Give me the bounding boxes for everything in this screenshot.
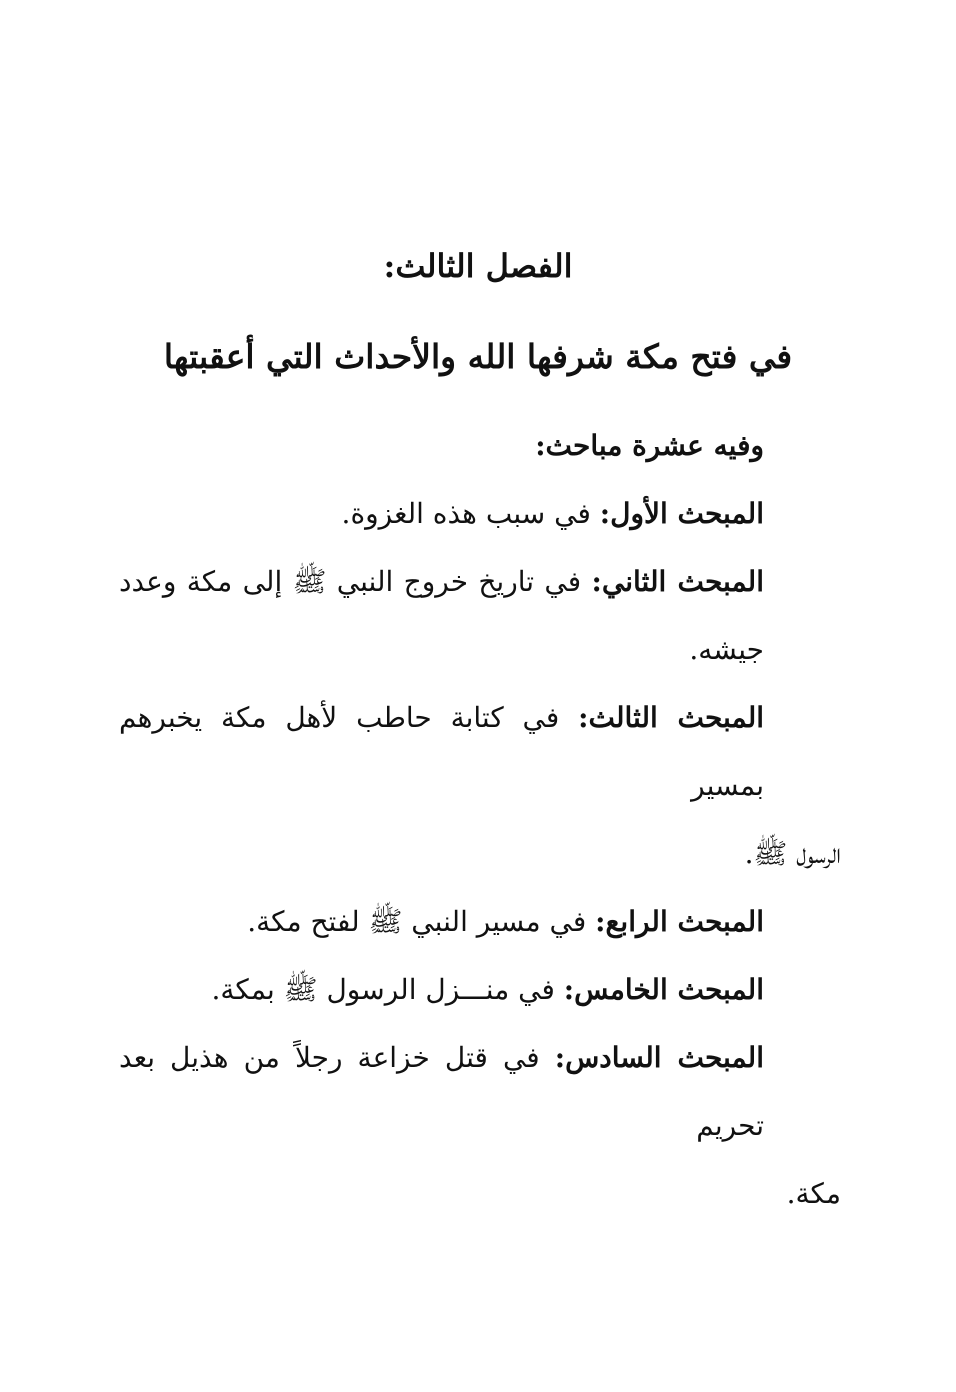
section-label: المبحث الخامس: bbox=[563, 973, 764, 1006]
section-item-1 bbox=[119, 480, 764, 548]
section-text: في تاريخ خروج النبي ﷺ إلى مكة وعدد جيشه. bbox=[119, 565, 764, 666]
chapter-title: الفصل الثالث: bbox=[383, 247, 573, 285]
section-text: في قتل خزاعة رجلاً من هذيل بعد تحريم bbox=[119, 1041, 764, 1142]
section-item-6-continuation bbox=[119, 1160, 841, 1228]
sections-list bbox=[119, 412, 841, 1228]
section-text-continuation: مكة. bbox=[786, 1177, 841, 1210]
section-text: في كتابة حاطب لأهل مكة يخبرهم بمسير bbox=[119, 701, 764, 802]
section-item-3-continuation bbox=[119, 820, 841, 888]
section-text: في سبب هذه الغزوة. bbox=[341, 497, 591, 530]
chapter-subtitle: في فتح مكة شرفها الله والأحداث التي أعقبتها bbox=[163, 337, 793, 376]
section-label: المبحث الرابع: bbox=[595, 905, 764, 938]
section-text-continuation: الرسول ﷺ. bbox=[744, 837, 841, 870]
section-text: في منـــزل الرسول ﷺ بمكة. bbox=[211, 973, 555, 1006]
section-item-4 bbox=[119, 888, 764, 956]
section-item-6 bbox=[119, 1024, 764, 1160]
section-item-5 bbox=[119, 956, 764, 1024]
section-label: المبحث الثاني: bbox=[591, 565, 764, 598]
section-label: المبحث الأول: bbox=[599, 497, 764, 530]
section-item-2 bbox=[119, 548, 764, 684]
intro-line: وفيه عشرة مباحث: bbox=[535, 429, 764, 462]
section-label: المبحث الثالث: bbox=[578, 701, 765, 734]
section-text: في مسير النبي ﷺ لفتح مكة. bbox=[247, 905, 587, 938]
section-label: المبحث السادس: bbox=[554, 1041, 764, 1074]
section-item-3 bbox=[119, 684, 764, 820]
